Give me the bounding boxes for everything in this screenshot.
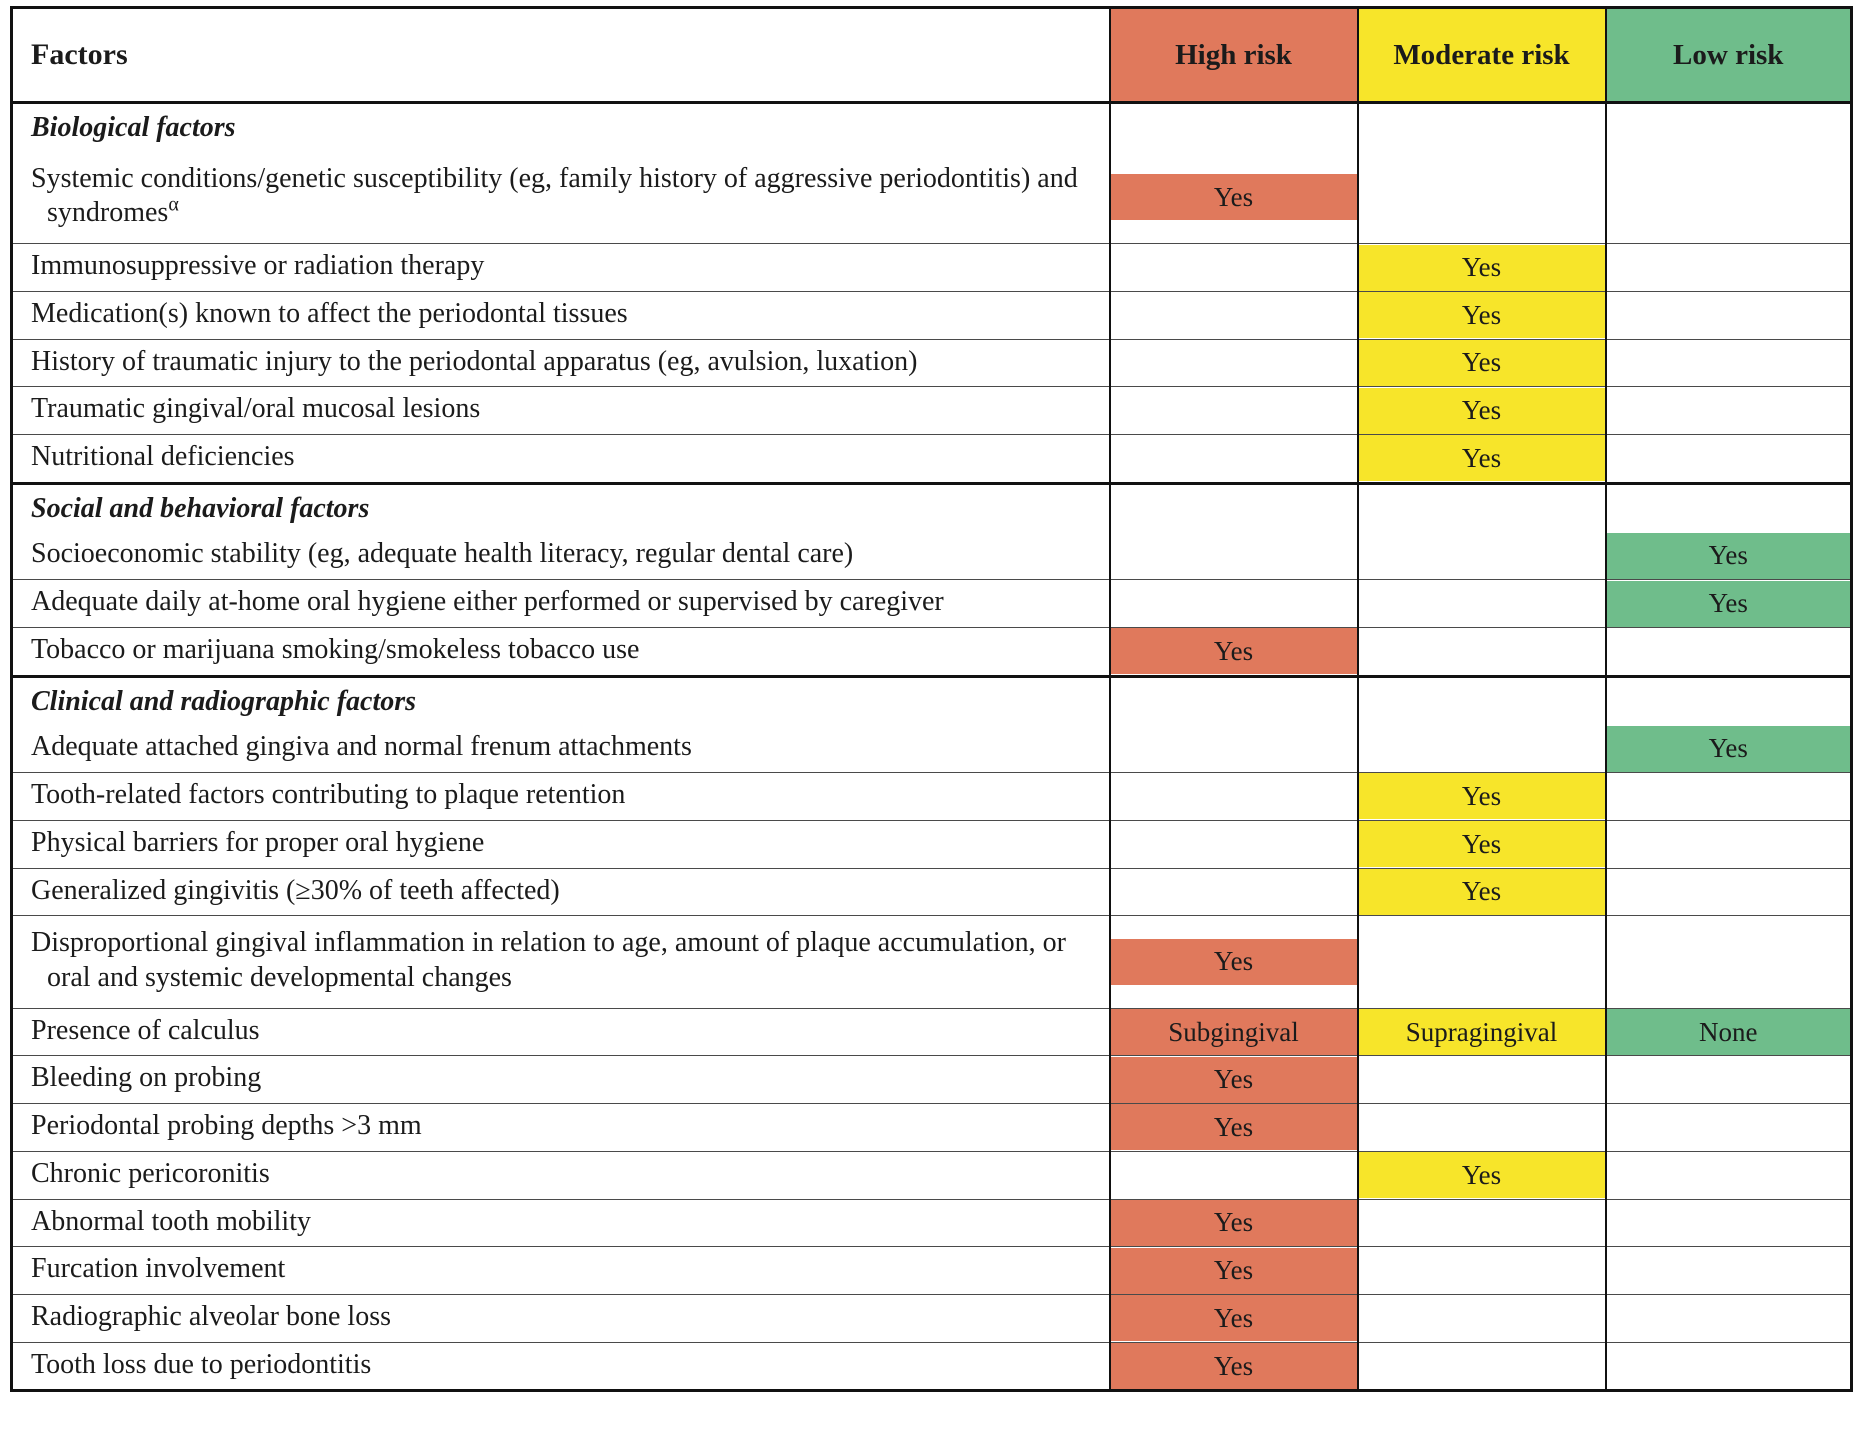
factor-label xyxy=(12,435,1110,484)
cell-low-risk xyxy=(1606,1008,1852,1056)
factor-text: Radiographic alveolar bone loss xyxy=(31,1300,392,1332)
cell-moderate-risk-value xyxy=(1359,1104,1605,1150)
factor-text: History of traumatic injury to the periodontal apparatus (eg, avulsion, luxation) xyxy=(31,345,918,377)
cell-moderate-risk-value xyxy=(1359,533,1605,579)
cell-low-risk xyxy=(1606,773,1852,821)
column-header-low-risk: Low risk xyxy=(1606,8,1852,103)
cell-low-risk-value: None xyxy=(1607,1009,1851,1055)
table-row xyxy=(12,339,1852,387)
cell-moderate-risk xyxy=(1358,1294,1606,1342)
cell-moderate-risk xyxy=(1358,435,1606,484)
cell-high-risk xyxy=(1110,339,1358,387)
cell-high-risk-value xyxy=(1111,726,1357,772)
cell-moderate-risk-value xyxy=(1359,1248,1605,1294)
cell-low-risk-value xyxy=(1607,1200,1851,1246)
cell-high-risk xyxy=(1110,435,1358,484)
cell-low-risk-value xyxy=(1607,869,1851,915)
factor-label xyxy=(12,532,1110,579)
cell-moderate-risk xyxy=(1358,1247,1606,1295)
factor-label xyxy=(12,1104,1110,1152)
cell-moderate-risk-value: Yes xyxy=(1359,773,1605,819)
cell-low-risk-value xyxy=(1607,292,1851,338)
cell-high-risk-value: Yes xyxy=(1111,628,1357,674)
factor-label xyxy=(12,1294,1110,1342)
cell-moderate-risk xyxy=(1358,580,1606,628)
table-row xyxy=(12,868,1852,916)
cell-high-risk xyxy=(1110,580,1358,628)
cell-high-risk xyxy=(1110,1342,1358,1391)
cell-high-risk-value: Subgingival xyxy=(1111,1009,1357,1055)
table-row xyxy=(12,1008,1852,1056)
cell-moderate-risk-value: Yes xyxy=(1359,292,1605,338)
cell-low-risk xyxy=(1606,1342,1852,1391)
table-row xyxy=(12,1056,1852,1104)
cell-moderate-risk xyxy=(1358,1342,1606,1391)
factor-text: Immunosuppressive or radiation therapy xyxy=(31,250,485,282)
cell-moderate-risk xyxy=(1358,339,1606,387)
cell-high-risk xyxy=(1110,1056,1358,1104)
factor-label xyxy=(12,1199,1110,1247)
cell-low-risk-value: Yes xyxy=(1607,533,1851,579)
factor-text: Abnormal tooth mobility xyxy=(31,1205,311,1237)
cell-low-risk-value xyxy=(1607,1057,1851,1103)
cell-low-risk xyxy=(1606,1056,1852,1104)
table-row xyxy=(12,387,1852,435)
cell-low-risk xyxy=(1606,291,1852,339)
cell-moderate-risk-value xyxy=(1359,1295,1605,1341)
section-low-cell xyxy=(1606,483,1852,532)
section-high-cell xyxy=(1110,483,1358,532)
table-row xyxy=(12,725,1852,772)
table-row xyxy=(12,244,1852,292)
cell-moderate-risk-value xyxy=(1359,628,1605,674)
factor-label xyxy=(12,820,1110,868)
cell-low-risk xyxy=(1606,152,1852,244)
column-header-factors: Factors xyxy=(12,8,1110,103)
factor-label xyxy=(12,916,1110,1008)
cell-low-risk xyxy=(1606,339,1852,387)
cell-low-risk-value xyxy=(1607,340,1851,386)
cell-low-risk-value xyxy=(1607,773,1851,819)
factor-label xyxy=(12,868,1110,916)
header-row xyxy=(12,8,1852,103)
cell-high-risk xyxy=(1110,1104,1358,1152)
factor-label xyxy=(12,387,1110,435)
cell-high-risk-value: Yes xyxy=(1111,939,1357,985)
cell-low-risk-value xyxy=(1607,1295,1851,1341)
column-header-moderate-risk: Moderate risk xyxy=(1358,8,1606,103)
cell-high-risk xyxy=(1110,1151,1358,1199)
cell-moderate-risk xyxy=(1358,916,1606,1008)
cell-low-risk xyxy=(1606,244,1852,292)
table-row xyxy=(12,1294,1852,1342)
factor-text: Disproportional gingival inflammation in relation to age, amount of plaque accumulation, or oral and systemic developmental changes xyxy=(31,927,1066,993)
cell-moderate-risk xyxy=(1358,532,1606,579)
cell-high-risk-value: Yes xyxy=(1111,174,1357,220)
table-row xyxy=(12,773,1852,821)
cell-low-risk xyxy=(1606,1104,1852,1152)
cell-high-risk-value xyxy=(1111,388,1357,434)
cell-high-risk xyxy=(1110,725,1358,772)
factor-text: Physical barriers for proper oral hygiene xyxy=(31,826,485,858)
cell-low-risk xyxy=(1606,1151,1852,1199)
cell-high-risk-value: Yes xyxy=(1111,1248,1357,1294)
cell-low-risk xyxy=(1606,532,1852,579)
cell-high-risk-value: Yes xyxy=(1111,1200,1357,1246)
table-row xyxy=(12,291,1852,339)
cell-high-risk xyxy=(1110,1294,1358,1342)
section-title: Social and behavioral factors xyxy=(12,483,1110,532)
factor-label xyxy=(12,580,1110,628)
cell-moderate-risk-value xyxy=(1359,1057,1605,1103)
cell-high-risk xyxy=(1110,773,1358,821)
cell-low-risk xyxy=(1606,820,1852,868)
cell-high-risk xyxy=(1110,152,1358,244)
cell-low-risk-value xyxy=(1607,1152,1851,1198)
cell-moderate-risk-value xyxy=(1359,1200,1605,1246)
cell-high-risk-value xyxy=(1111,773,1357,819)
cell-low-risk xyxy=(1606,725,1852,772)
factor-label xyxy=(12,1247,1110,1295)
factor-text: Adequate attached gingiva and normal frenum attachments xyxy=(31,731,692,763)
cell-moderate-risk xyxy=(1358,1199,1606,1247)
cell-low-risk-value xyxy=(1607,388,1851,434)
cell-high-risk-value: Yes xyxy=(1111,1295,1357,1341)
cell-low-risk xyxy=(1606,868,1852,916)
section-moderate-cell xyxy=(1358,483,1606,532)
section-high-cell xyxy=(1110,676,1358,725)
cell-moderate-risk-value: Yes xyxy=(1359,435,1605,481)
cell-moderate-risk xyxy=(1358,820,1606,868)
table-row xyxy=(12,435,1852,484)
factor-label xyxy=(12,1151,1110,1199)
cell-moderate-risk-value xyxy=(1359,939,1605,985)
factor-text: Systemic conditions/genetic susceptibility (eg, family history of aggressive periodontitis) and syndromes xyxy=(31,162,1078,229)
factor-text: Generalized gingivitis (≥30% of teeth affected) xyxy=(31,874,560,906)
section-header-row xyxy=(12,103,1852,152)
cell-high-risk-value xyxy=(1111,245,1357,291)
cell-high-risk xyxy=(1110,868,1358,916)
cell-moderate-risk xyxy=(1358,627,1606,676)
cell-low-risk-value xyxy=(1607,1104,1851,1150)
cell-low-risk-value xyxy=(1607,821,1851,867)
table-row xyxy=(12,1342,1852,1391)
factor-text: Adequate daily at-home oral hygiene either performed or supervised by caregiver xyxy=(31,586,944,618)
factor-text: Traumatic gingival/oral mucosal lesions xyxy=(31,393,481,425)
factor-label xyxy=(12,1008,1110,1056)
section-title: Clinical and radiographic factors xyxy=(12,676,1110,725)
cell-high-risk-value: Yes xyxy=(1111,1057,1357,1103)
cell-moderate-risk-value: Yes xyxy=(1359,245,1605,291)
cell-low-risk-value xyxy=(1607,1343,1851,1389)
cell-high-risk-value xyxy=(1111,581,1357,627)
factor-label xyxy=(12,773,1110,821)
factor-label xyxy=(12,152,1110,244)
cell-low-risk xyxy=(1606,387,1852,435)
cell-high-risk-value xyxy=(1111,435,1357,481)
cell-low-risk xyxy=(1606,1247,1852,1295)
factor-text: Nutritional deficiencies xyxy=(31,441,295,473)
cell-moderate-risk-value xyxy=(1359,581,1605,627)
factor-text: Tooth-related factors contributing to plaque retention xyxy=(31,779,626,811)
cell-low-risk-value xyxy=(1607,435,1851,481)
cell-moderate-risk-value: Yes xyxy=(1359,821,1605,867)
cell-moderate-risk-value: Yes xyxy=(1359,388,1605,434)
cell-moderate-risk xyxy=(1358,773,1606,821)
factor-label xyxy=(12,339,1110,387)
cell-low-risk xyxy=(1606,1294,1852,1342)
factor-label xyxy=(12,1056,1110,1104)
cell-high-risk-value xyxy=(1111,821,1357,867)
cell-moderate-risk-value xyxy=(1359,726,1605,772)
cell-high-risk xyxy=(1110,916,1358,1008)
table-body xyxy=(12,103,1852,1391)
cell-low-risk xyxy=(1606,435,1852,484)
section-title: Biological factors xyxy=(31,112,236,143)
cell-low-risk-value xyxy=(1607,939,1851,985)
cell-moderate-risk-value xyxy=(1359,174,1605,220)
factor-label xyxy=(12,291,1110,339)
table-row xyxy=(12,580,1852,628)
factor-text: Periodontal probing depths >3 mm xyxy=(31,1110,422,1142)
cell-moderate-risk-value: Yes xyxy=(1359,1152,1605,1198)
cell-high-risk xyxy=(1110,627,1358,676)
cell-low-risk-value xyxy=(1607,245,1851,291)
cell-high-risk-value xyxy=(1111,869,1357,915)
table-row xyxy=(12,1247,1852,1295)
cell-moderate-risk-value: Yes xyxy=(1359,340,1605,386)
cell-moderate-risk xyxy=(1358,244,1606,292)
table-row xyxy=(12,627,1852,676)
periodontal-risk-assessment-table xyxy=(10,6,1853,1392)
cell-high-risk xyxy=(1110,1199,1358,1247)
cell-low-risk xyxy=(1606,916,1852,1008)
section-header-row xyxy=(12,676,1852,725)
cell-low-risk xyxy=(1606,627,1852,676)
cell-high-risk xyxy=(1110,820,1358,868)
cell-low-risk-value xyxy=(1607,1248,1851,1294)
cell-high-risk xyxy=(1110,1247,1358,1295)
cell-moderate-risk xyxy=(1358,291,1606,339)
cell-moderate-risk xyxy=(1358,1104,1606,1152)
factor-text: Tobacco or marijuana smoking/smokeless tobacco use xyxy=(31,633,640,665)
cell-low-risk-value: Yes xyxy=(1607,726,1851,772)
cell-moderate-risk xyxy=(1358,1056,1606,1104)
cell-high-risk xyxy=(1110,1008,1358,1056)
section-high-cell xyxy=(1110,103,1358,152)
section-low-cell xyxy=(1606,676,1852,725)
cell-high-risk-value xyxy=(1111,1152,1357,1198)
section-moderate-cell xyxy=(1358,103,1606,152)
section-header-row xyxy=(12,483,1852,532)
cell-moderate-risk-value: Supragingival xyxy=(1359,1009,1605,1055)
factor-text: Chronic pericoronitis xyxy=(31,1157,270,1189)
cell-high-risk xyxy=(1110,387,1358,435)
table-row xyxy=(12,532,1852,579)
column-header-high-risk: High risk xyxy=(1110,8,1358,103)
cell-high-risk-value xyxy=(1111,292,1357,338)
factor-text: Presence of calculus xyxy=(31,1014,260,1046)
table-row xyxy=(12,152,1852,244)
cell-moderate-risk xyxy=(1358,868,1606,916)
cell-moderate-risk xyxy=(1358,387,1606,435)
table-row xyxy=(12,1199,1852,1247)
cell-moderate-risk xyxy=(1358,1151,1606,1199)
table-row xyxy=(12,1104,1852,1152)
cell-low-risk xyxy=(1606,580,1852,628)
cell-moderate-risk-value: Yes xyxy=(1359,869,1605,915)
cell-moderate-risk xyxy=(1358,152,1606,244)
table-row xyxy=(12,916,1852,1008)
factor-text: Tooth loss due to periodontitis xyxy=(31,1348,372,1380)
table-header xyxy=(12,8,1852,103)
cell-low-risk-value xyxy=(1607,174,1851,220)
section-moderate-cell xyxy=(1358,676,1606,725)
factor-text: Socioeconomic stability (eg, adequate health literacy, regular dental care) xyxy=(31,538,854,570)
cell-high-risk-value: Yes xyxy=(1111,1343,1357,1389)
factor-text: Medication(s) known to affect the periodontal tissues xyxy=(31,297,628,329)
cell-high-risk-value xyxy=(1111,340,1357,386)
factor-label xyxy=(12,627,1110,676)
cell-low-risk-value: Yes xyxy=(1607,581,1851,627)
footnote-marker: α xyxy=(168,194,179,217)
cell-high-risk-value: Yes xyxy=(1111,1104,1357,1150)
factor-label xyxy=(12,1342,1110,1391)
cell-moderate-risk-value xyxy=(1359,1343,1605,1389)
factor-label xyxy=(12,244,1110,292)
section-low-cell xyxy=(1606,103,1852,152)
table-row xyxy=(12,820,1852,868)
factor-text: Furcation involvement xyxy=(31,1253,286,1285)
cell-moderate-risk xyxy=(1358,725,1606,772)
factor-label xyxy=(12,725,1110,772)
cell-high-risk-value xyxy=(1111,533,1357,579)
cell-high-risk xyxy=(1110,244,1358,292)
factor-text: Bleeding on probing xyxy=(31,1062,262,1094)
table-row xyxy=(12,1151,1852,1199)
cell-moderate-risk xyxy=(1358,1008,1606,1056)
cell-high-risk xyxy=(1110,291,1358,339)
cell-low-risk-value xyxy=(1607,628,1851,674)
cell-low-risk xyxy=(1606,1199,1852,1247)
cell-high-risk xyxy=(1110,532,1358,579)
